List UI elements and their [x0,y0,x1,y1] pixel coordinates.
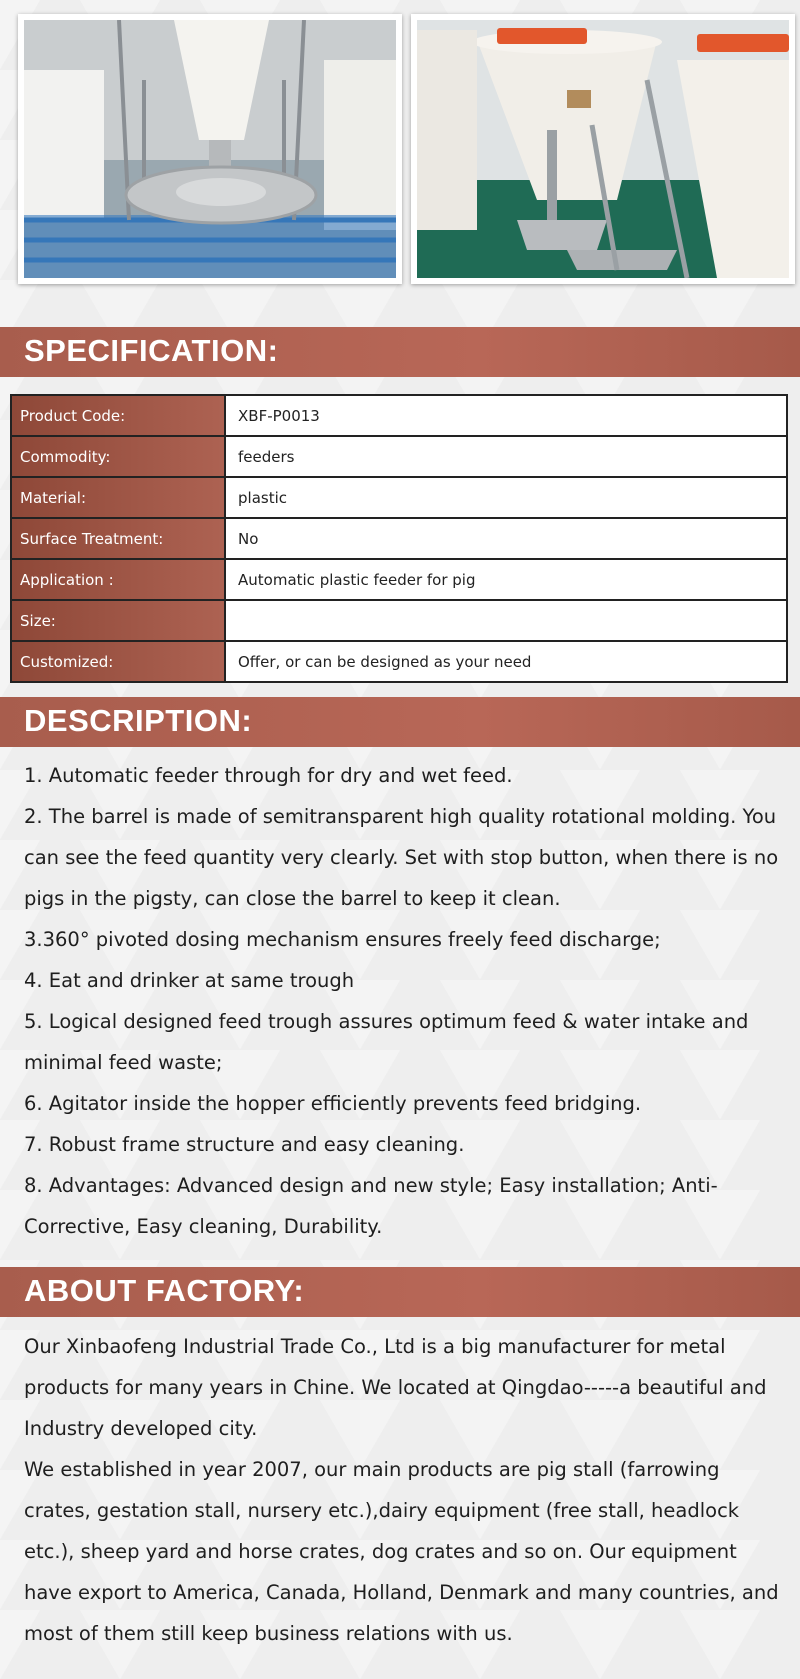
specification-title: SPECIFICATION: [24,333,279,368]
spec-label: Size: [11,600,225,641]
spec-row [11,436,787,477]
spec-row [11,559,787,600]
description-list [24,755,784,1247]
spec-label: Surface Treatment: [11,518,225,559]
spec-label: Application : [11,559,225,600]
spec-value [225,600,787,641]
spec-value: plastic [225,477,787,518]
description-item: 4. Eat and drinker at same trough [24,969,355,992]
spec-row [11,477,787,518]
description-item: 8. Advantages: Advanced design and new style; Easy installation; Anti-Corrective, Easy cleaning, Durability. [24,1174,718,1238]
about-factory-banner [0,1267,800,1317]
description-banner [0,697,800,747]
spec-row [11,600,787,641]
description-item: 3.360° pivoted dosing mechanism ensures freely feed discharge; [24,928,661,951]
product-photo-feeder-in-crate [18,14,402,284]
spec-row [11,641,787,682]
description-item: 2. The barrel is made of semitransparent high quality rotational molding. You can see the feed quantity very clearly. Set with stop button, when there is no pigs in the pigsty, can close the barrel to keep it clean. [24,805,779,910]
description-item: 7. Robust frame structure and easy cleaning. [24,1133,465,1156]
spec-label: Product Code: [11,395,225,436]
spec-value: feeders [225,436,787,477]
about-factory-title: ABOUT FACTORY: [24,1273,305,1308]
about-factory-text [24,1326,784,1654]
description-item: 1. Automatic feeder through for dry and wet feed. [24,764,513,787]
about-paragraph: We established in year 2007, our main products are pig stall (farrowing crates, gestation stall, nursery etc.),dairy equipment (free stall, headlock etc.), sheep yard and horse crates, dog crates and so on. Our equipment have export to America, Canada, Holland, Denmark and many countries, and most of them still keep business relations with us. [24,1458,779,1645]
spec-value: XBF-P0013 [225,395,787,436]
spec-value: No [225,518,787,559]
specification-table [10,394,788,683]
spec-row [11,395,787,436]
specification-banner [0,327,800,377]
description-item: 5. Logical designed feed trough assures optimum feed & water intake and minimal feed waste; [24,1010,749,1074]
description-title: DESCRIPTION: [24,703,253,738]
spec-value: Automatic plastic feeder for pig [225,559,787,600]
spec-row [11,518,787,559]
spec-label: Material: [11,477,225,518]
about-paragraph: Our Xinbaofeng Industrial Trade Co., Ltd is a big manufacturer for metal products for many years in Chine. We located at Qingdao-----a beautiful and Industry developed city. [24,1335,767,1440]
product-photo-feeders-row [411,14,795,284]
spec-value: Offer, or can be designed as your need [225,641,787,682]
description-item: 6. Agitator inside the hopper efficiently prevents feed bridging. [24,1092,642,1115]
spec-label: Customized: [11,641,225,682]
spec-label: Commodity: [11,436,225,477]
